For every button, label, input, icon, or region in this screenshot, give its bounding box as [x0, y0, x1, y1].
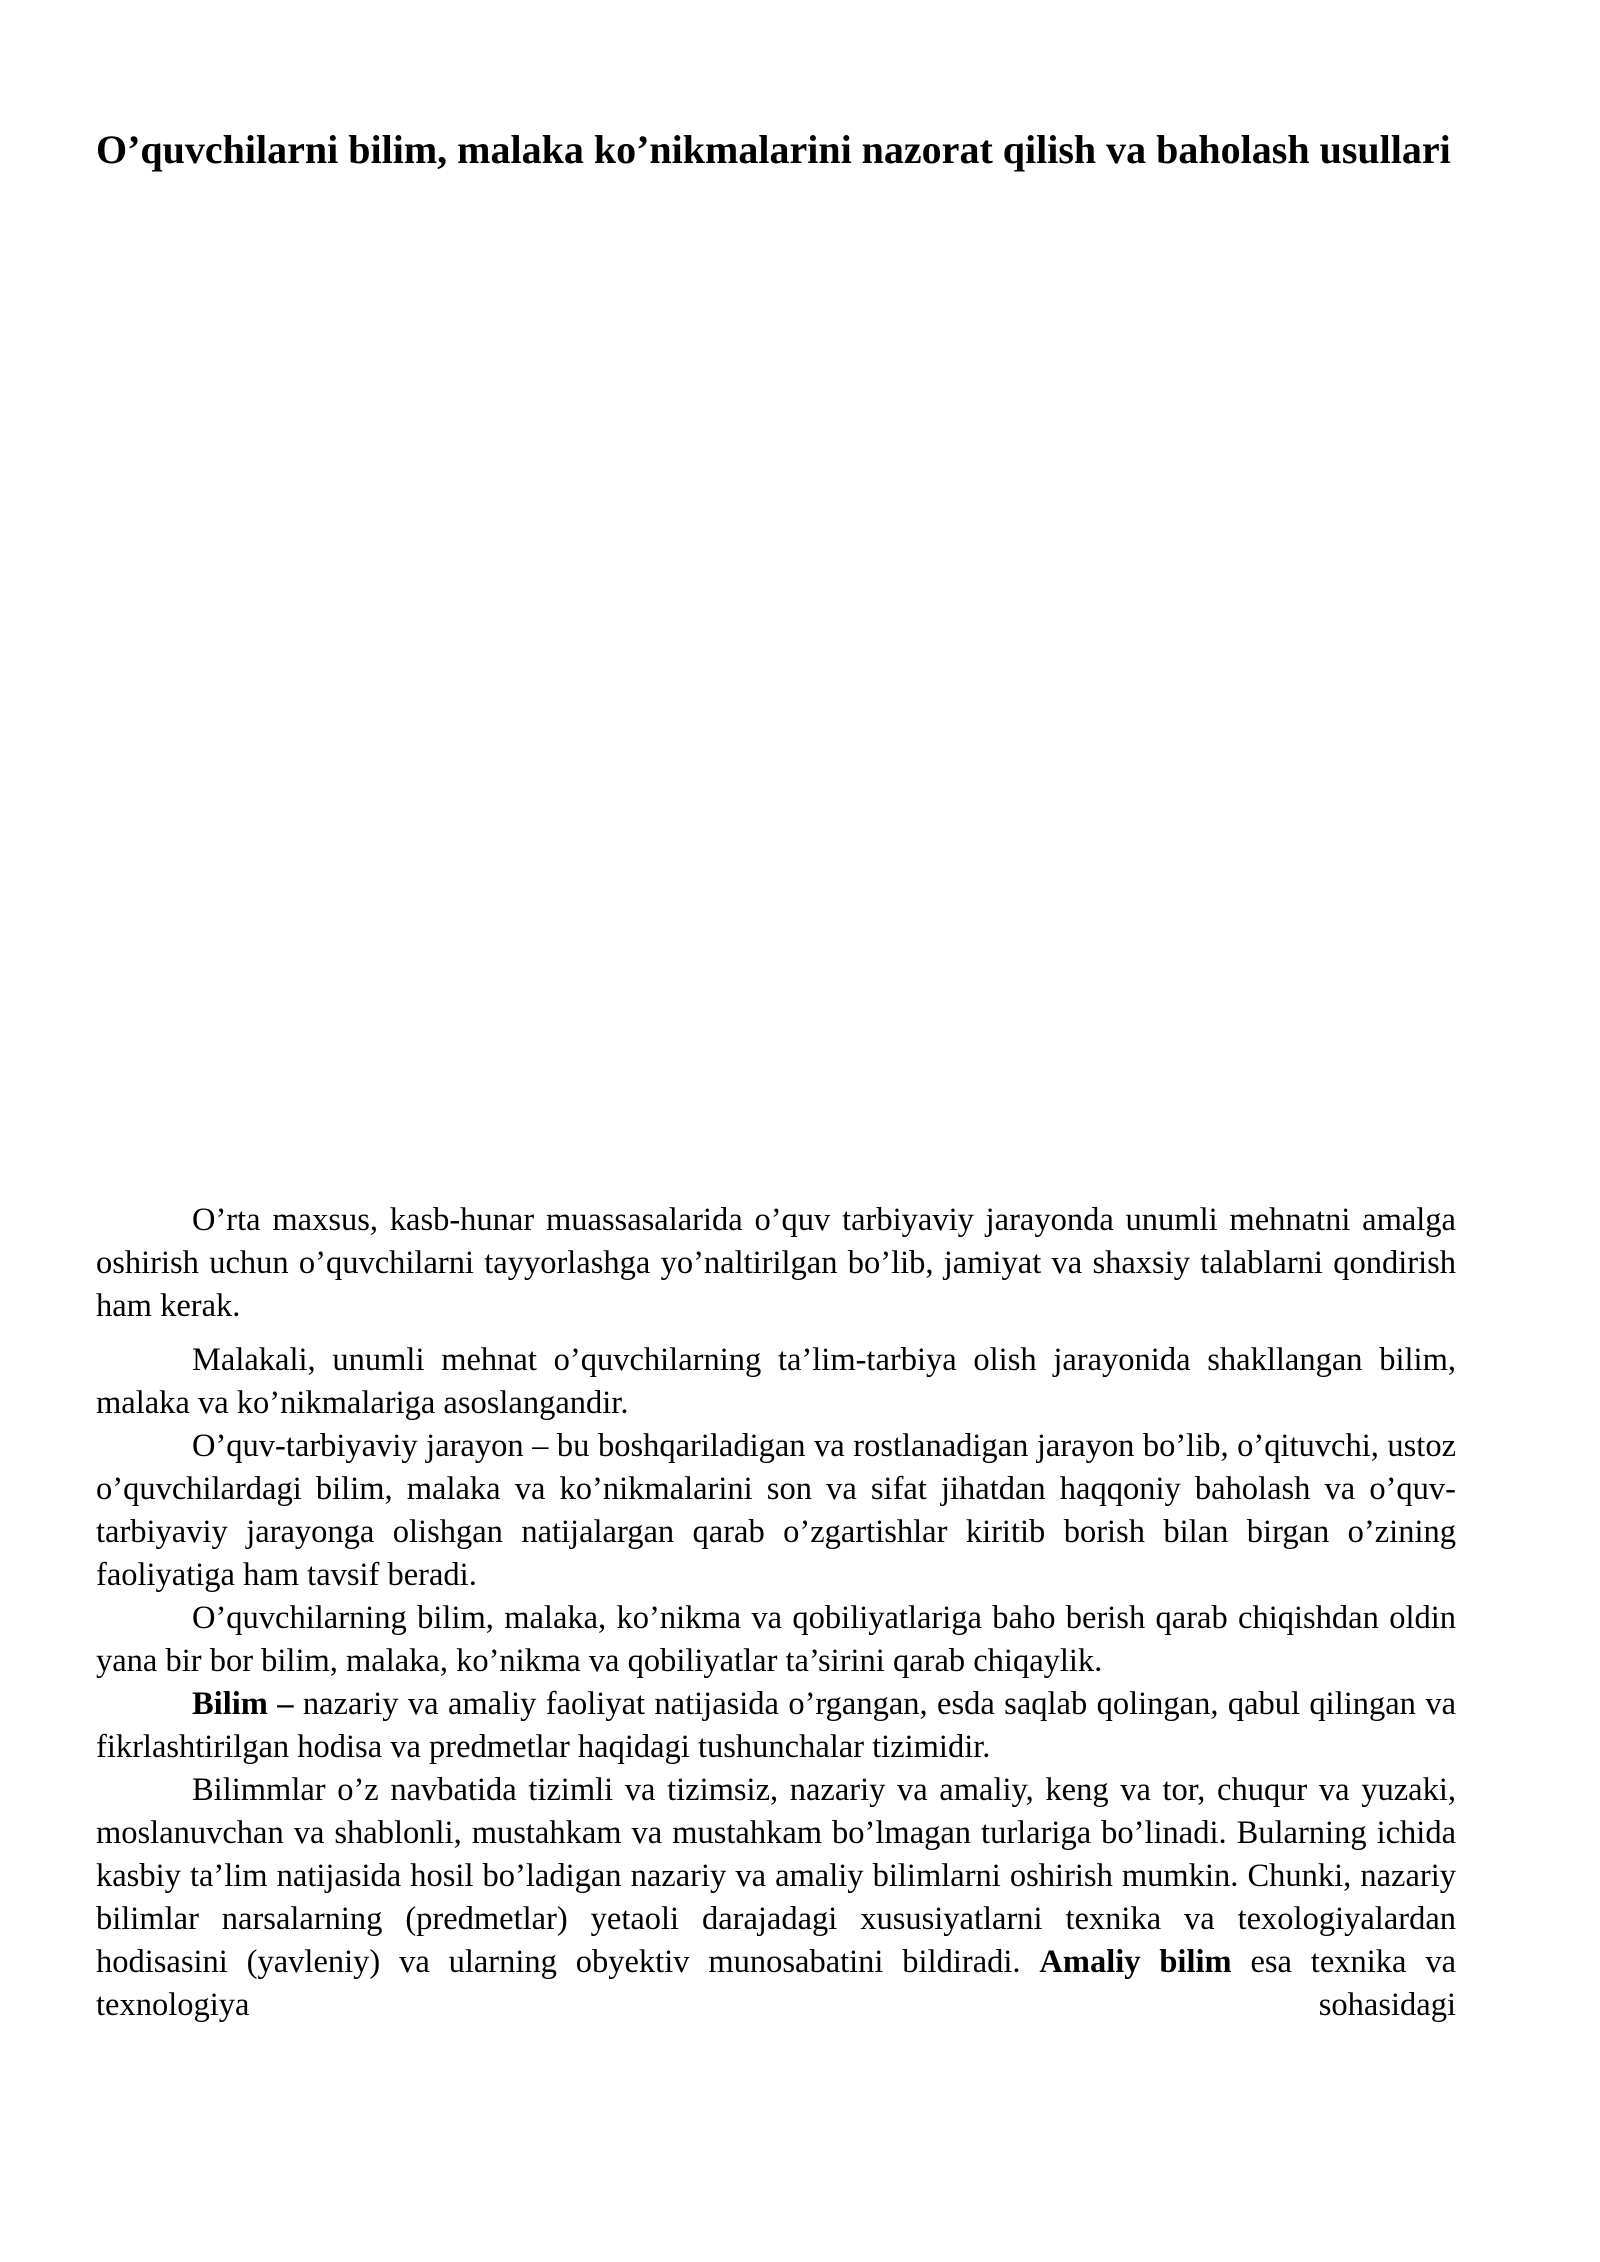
- term-bilim: Bilim –: [192, 1686, 294, 1722]
- paragraph: O’quvchilarning bilim, malaka, ko’nikma va qobiliyatlariga baho berish qarab chiqishdan oldin yana bir bor bilim, malaka, ko’nikma va qobiliyatlar ta’sirini qarab chiqaylik.: [96, 1600, 1456, 1679]
- paragraph: [96, 1769, 1456, 2027]
- document-body: [96, 1199, 1456, 2027]
- paragraph-text: nazariy va amaliy faoliyat natijasida o’rgangan, esda saqlab qolingan, qabul qilingan va fikrlashtirilgan hodisa va predmetlar haqidagi tushunchalar tizimidir.: [96, 1686, 1456, 1765]
- paragraph: O’quv-tarbiyaviy jarayon – bu boshqariladigan va rostlanadigan jarayon bo’lib, o’qituvchi, ustoz o’quvchilardagi bilim, malaka va ko’nikmalarini son va sifat jihatdan haqqoniy baholash va o’quv-tarbiyaviy jarayonga olishgan natijalargan qarab o’zgartishlar kiritib borish bilan birgan o’zining faoliyatiga ham tavsif beradi.: [96, 1428, 1456, 1593]
- paragraph: Malakali, unumli mehnat o’quvchilarning ta’lim-tarbiya olish jarayonida shakllangan bilim, malaka va ko’nikmalariga asoslangandir.: [96, 1342, 1456, 1421]
- paragraph: [96, 1683, 1456, 1769]
- paragraph: O’rta maxsus, kasb-hunar muassasalarida o’quv tarbiyaviy jarayonda unumli mehnatni amalga oshirish uchun o’quvchilarni tayyorlashga yo’naltirilgan bo’lib, jamiyat va shaxsiy talablarni qondirish ham kerak.: [96, 1202, 1456, 1324]
- paragraph-text: esa texnika va texnologiya sohasidagi: [96, 1944, 1456, 2023]
- paragraph-text: Bilimmlar o’z navbatida tizimli va tizimsiz, nazariy va amaliy, keng va tor, chuqur va yuzaki, moslanuvchan va shablonli, mustahkam va mustahkam bo’lmagan turlariga bo’linadi. Bularning ichida kasbiy ta’lim natijasida hosil bo’ladigan nazariy va amaliy bilimlarni oshirish mumkin. Chunki, nazariy bilimlar narsalarning (predmetlar) yetaoli darajadagi xususiyatlarni texnika va texologiyalardan hodisasini (yavleniy) va ularning obyektiv munosabatini bildiradi.: [96, 1772, 1456, 1980]
- document-title: O’quvchilarni bilim, malaka ko’nikmalarini nazorat qilish va baholash usullari: [96, 127, 1451, 172]
- term-amaliy-bilim: Amaliy bilim: [1039, 1944, 1232, 1980]
